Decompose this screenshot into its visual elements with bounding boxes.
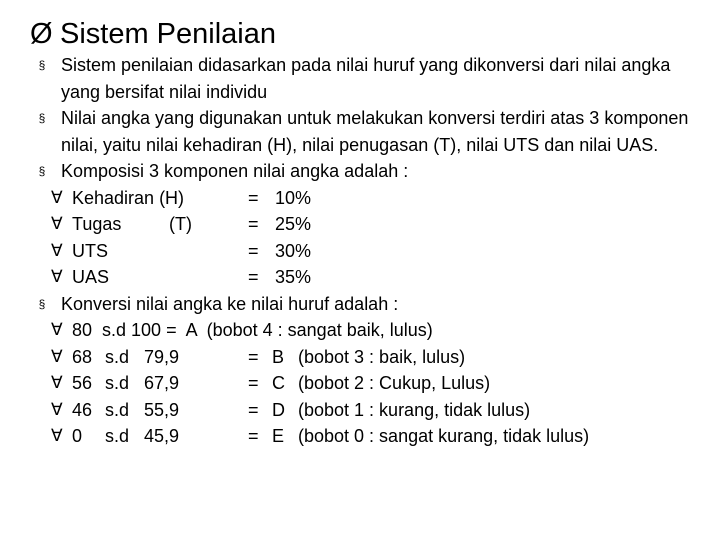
- equals-sign: =: [248, 240, 259, 261]
- component-abbr: (T): [169, 214, 192, 234]
- conversion-row: [32, 317, 712, 344]
- component-value: 10%: [275, 187, 312, 208]
- component-name: UTS: [72, 240, 108, 261]
- conversion-low: 0: [72, 426, 83, 446]
- equals-sign: =: [248, 267, 259, 287]
- equals-sign: =: [248, 346, 259, 367]
- conversion-sd: s.d: [105, 399, 130, 420]
- slide-body: [32, 52, 712, 450]
- conversion-sd: s.d: [105, 346, 130, 367]
- equals-sign: =: [248, 399, 259, 420]
- bullet-item: [32, 52, 712, 105]
- slide-title: [30, 14, 276, 54]
- conversion-text: 80 s.d 100 = A (bobot 4 : sangat baik, lulus): [72, 320, 433, 340]
- check-bullet-icon: ∀: [51, 346, 63, 366]
- square-bullet-icon: §: [38, 111, 46, 125]
- conversion-high: 67,9: [144, 373, 180, 393]
- check-bullet-icon: ∀: [51, 373, 63, 392]
- equals-sign: =: [248, 214, 259, 234]
- conversion-row: [32, 423, 712, 450]
- square-bullet-icon: §: [38, 58, 46, 72]
- component-name: UAS: [72, 267, 110, 287]
- conversion-row: [32, 344, 712, 371]
- check-bullet-icon: ∀: [51, 267, 63, 286]
- conversion-low: 68: [72, 346, 93, 367]
- bullet-text: Komposisi 3 komponen nilai angka adalah :: [61, 161, 409, 181]
- component-name: Tugas: [72, 214, 122, 234]
- equals-sign: =: [248, 426, 259, 446]
- equals-sign: =: [248, 187, 259, 208]
- component-row: [32, 264, 712, 291]
- conversion-desc: (bobot 2 : Cukup, Lulus): [298, 373, 491, 393]
- bullet-item: [32, 105, 712, 158]
- conversion-desc: (bobot 0 : sangat kurang, tidak lulus): [298, 426, 590, 446]
- conversion-desc: (bobot 1 : kurang, tidak lulus): [298, 399, 531, 420]
- conversion-letter: D: [272, 399, 285, 420]
- check-bullet-icon: ∀: [51, 320, 63, 339]
- conversion-high: 79,9: [144, 346, 180, 367]
- bullet-text: Nilai angka yang digunakan untuk melakukan konversi terdiri atas 3 komponen nilai, yaitu nilai kehadiran (H), nilai penugasan (T), nilai UTS dan nilai UAS.: [61, 108, 689, 155]
- component-value: 25%: [275, 214, 312, 234]
- conversion-high: 45,9: [144, 426, 180, 446]
- conversion-row: [32, 397, 712, 424]
- conversion-sd: s.d: [105, 373, 130, 393]
- component-value: 30%: [275, 240, 312, 261]
- bullet-text: Sistem penilaian didasarkan pada nilai huruf yang dikonversi dari nilai angka yang bersifat nilai individu: [61, 55, 671, 102]
- conversion-sd: s.d: [105, 426, 130, 446]
- check-bullet-icon: ∀: [51, 240, 63, 260]
- component-row: [32, 238, 712, 265]
- check-bullet-icon: ∀: [51, 399, 63, 419]
- conversion-low: 56: [72, 373, 93, 393]
- component-row: [32, 185, 712, 212]
- bullet-item: [32, 158, 712, 185]
- component-row: [32, 211, 712, 238]
- slide-title-text: Sistem Penilaian: [60, 18, 276, 50]
- conversion-row: [32, 370, 712, 397]
- conversion-high: 55,9: [144, 399, 180, 420]
- bullet-text: Konversi nilai angka ke nilai huruf adalah :: [61, 293, 399, 314]
- component-value: 35%: [275, 267, 312, 287]
- conversion-letter: C: [272, 373, 285, 393]
- bullet-item: [32, 291, 712, 318]
- check-bullet-icon: ∀: [51, 426, 63, 445]
- check-bullet-icon: ∀: [51, 214, 63, 233]
- equals-sign: =: [248, 373, 259, 393]
- conversion-low: 46: [72, 399, 93, 420]
- conversion-letter: E: [272, 426, 285, 446]
- component-name: Kehadiran (H): [72, 187, 185, 208]
- conversion-desc: (bobot 3 : baik, lulus): [298, 346, 466, 367]
- square-bullet-icon: §: [38, 164, 46, 178]
- arrow-bullet-icon: Ø: [30, 18, 53, 50]
- conversion-letter: B: [272, 346, 285, 367]
- check-bullet-icon: ∀: [51, 187, 63, 207]
- square-bullet-icon: §: [38, 296, 46, 311]
